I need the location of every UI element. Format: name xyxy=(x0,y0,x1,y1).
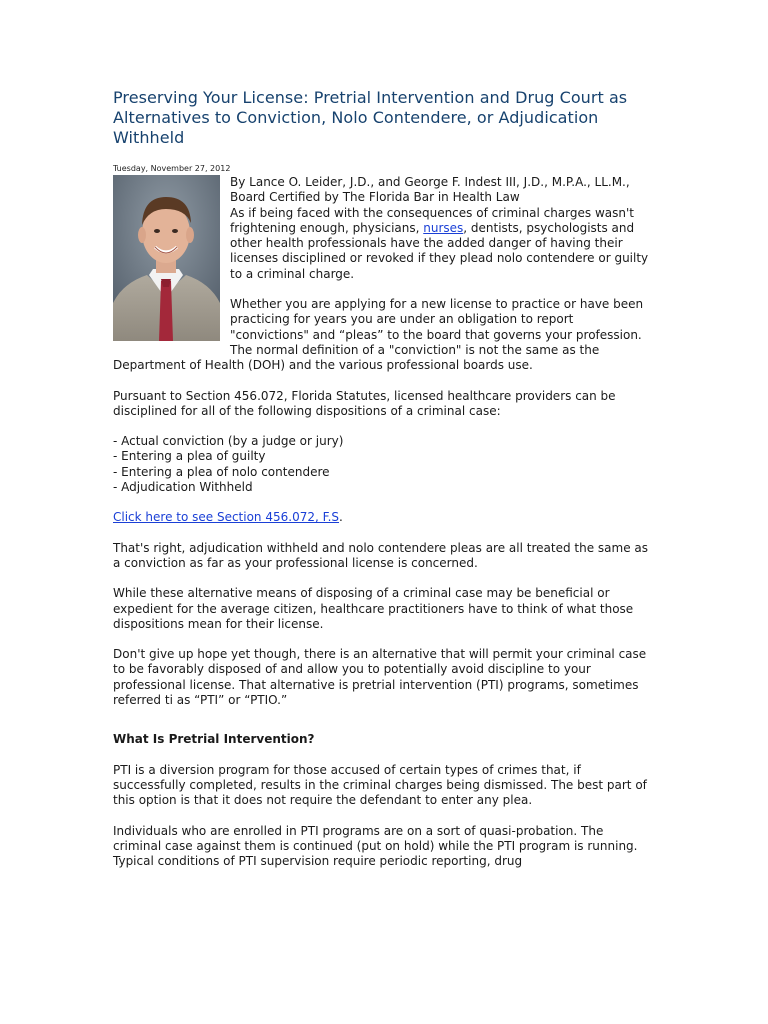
intro-text-cont: , dentists, psychologists and other health professionals have the added danger of having their licenses disciplined or revoked if they plead nolo contendere or guilty to a criminal charge. xyxy=(230,220,649,281)
list-item: - Adjudication Withheld xyxy=(113,480,253,495)
statute-link-suffix: . xyxy=(339,510,343,525)
list-item: - Entering a plea of nolo contendere xyxy=(113,464,330,479)
article-byline: By Lance O. Leider, J.D., and George F. Indest III, J.D., M.P.A., LL.M., Board Certified by The Florida Bar in Health Law xyxy=(230,175,630,205)
intro-text: As if being faced with the consequences of criminal charges wasn't frightening enough, physicians, xyxy=(230,205,634,235)
paragraph-pti-probation: Individuals who are enrolled in PTI programs are on a sort of quasi-probation. The criminal case against them is continued (put on hold) while the PTI program is running. Typical conditions of PTI supervision require periodic reporting, drug xyxy=(113,823,638,869)
statute-link-line xyxy=(113,510,653,525)
paragraph-statute: Pursuant to Section 456.072, Florida Statutes, licensed healthcare providers can be disciplined for all of the following dispositions of a criminal case: xyxy=(113,388,616,418)
section-heading: What Is Pretrial Intervention? xyxy=(113,732,315,747)
article-date: Tuesday, November 27, 2012 xyxy=(113,164,231,173)
list-item: - Entering a plea of guilty xyxy=(113,449,266,464)
statute-link[interactable]: Click here to see Section 456.072, F.S xyxy=(113,510,340,525)
paragraph-pti-definition: PTI is a diversion program for those accused of certain types of crimes that, if successfully completed, results in the criminal charges being dismissed. The best part of this option is that it does not require the defendant to enter any plea. xyxy=(113,762,647,808)
dispositions-list xyxy=(113,434,653,495)
paragraph-dont-give-up: Don't give up hope yet though, there is an alternative that will permit your criminal case to be favorably disposed of and allow you to potentially avoid discipline to your professional license. That alternative is pretrial intervention (PTI) programs, sometimes referred ti as “PTI” or “PTIO.” xyxy=(113,647,647,708)
article xyxy=(113,88,653,884)
author-photo xyxy=(113,175,220,341)
paragraph-treated-same: That's right, adjudication withheld and nolo contendere pleas are all treated the same as a conviction as far as your professional license is concerned. xyxy=(113,540,648,570)
list-item: - Actual conviction (by a judge or jury) xyxy=(113,434,344,449)
paragraph-reporting: Whether you are applying for a new license to practice or have been practicing for years you are under an obligation to report "convictions" and “pleas” to the board that governs your profession. The normal definition of a "conviction" is not the same as the Department of Health (DOH) and the various professional boards use. xyxy=(113,297,644,373)
paragraph-alternative-means: While these alternative means of disposing of a criminal case may be beneficial or expedient for the average citizen, healthcare practitioners have to think of what those dispositions mean for their license. xyxy=(113,586,634,631)
nurses-link[interactable]: nurses xyxy=(423,220,464,235)
article-title: Preserving Your License: Pretrial Intervention and Drug Court as Alternatives to Conviction, Nolo Contendere, or Adjudication Withheld xyxy=(113,88,628,147)
